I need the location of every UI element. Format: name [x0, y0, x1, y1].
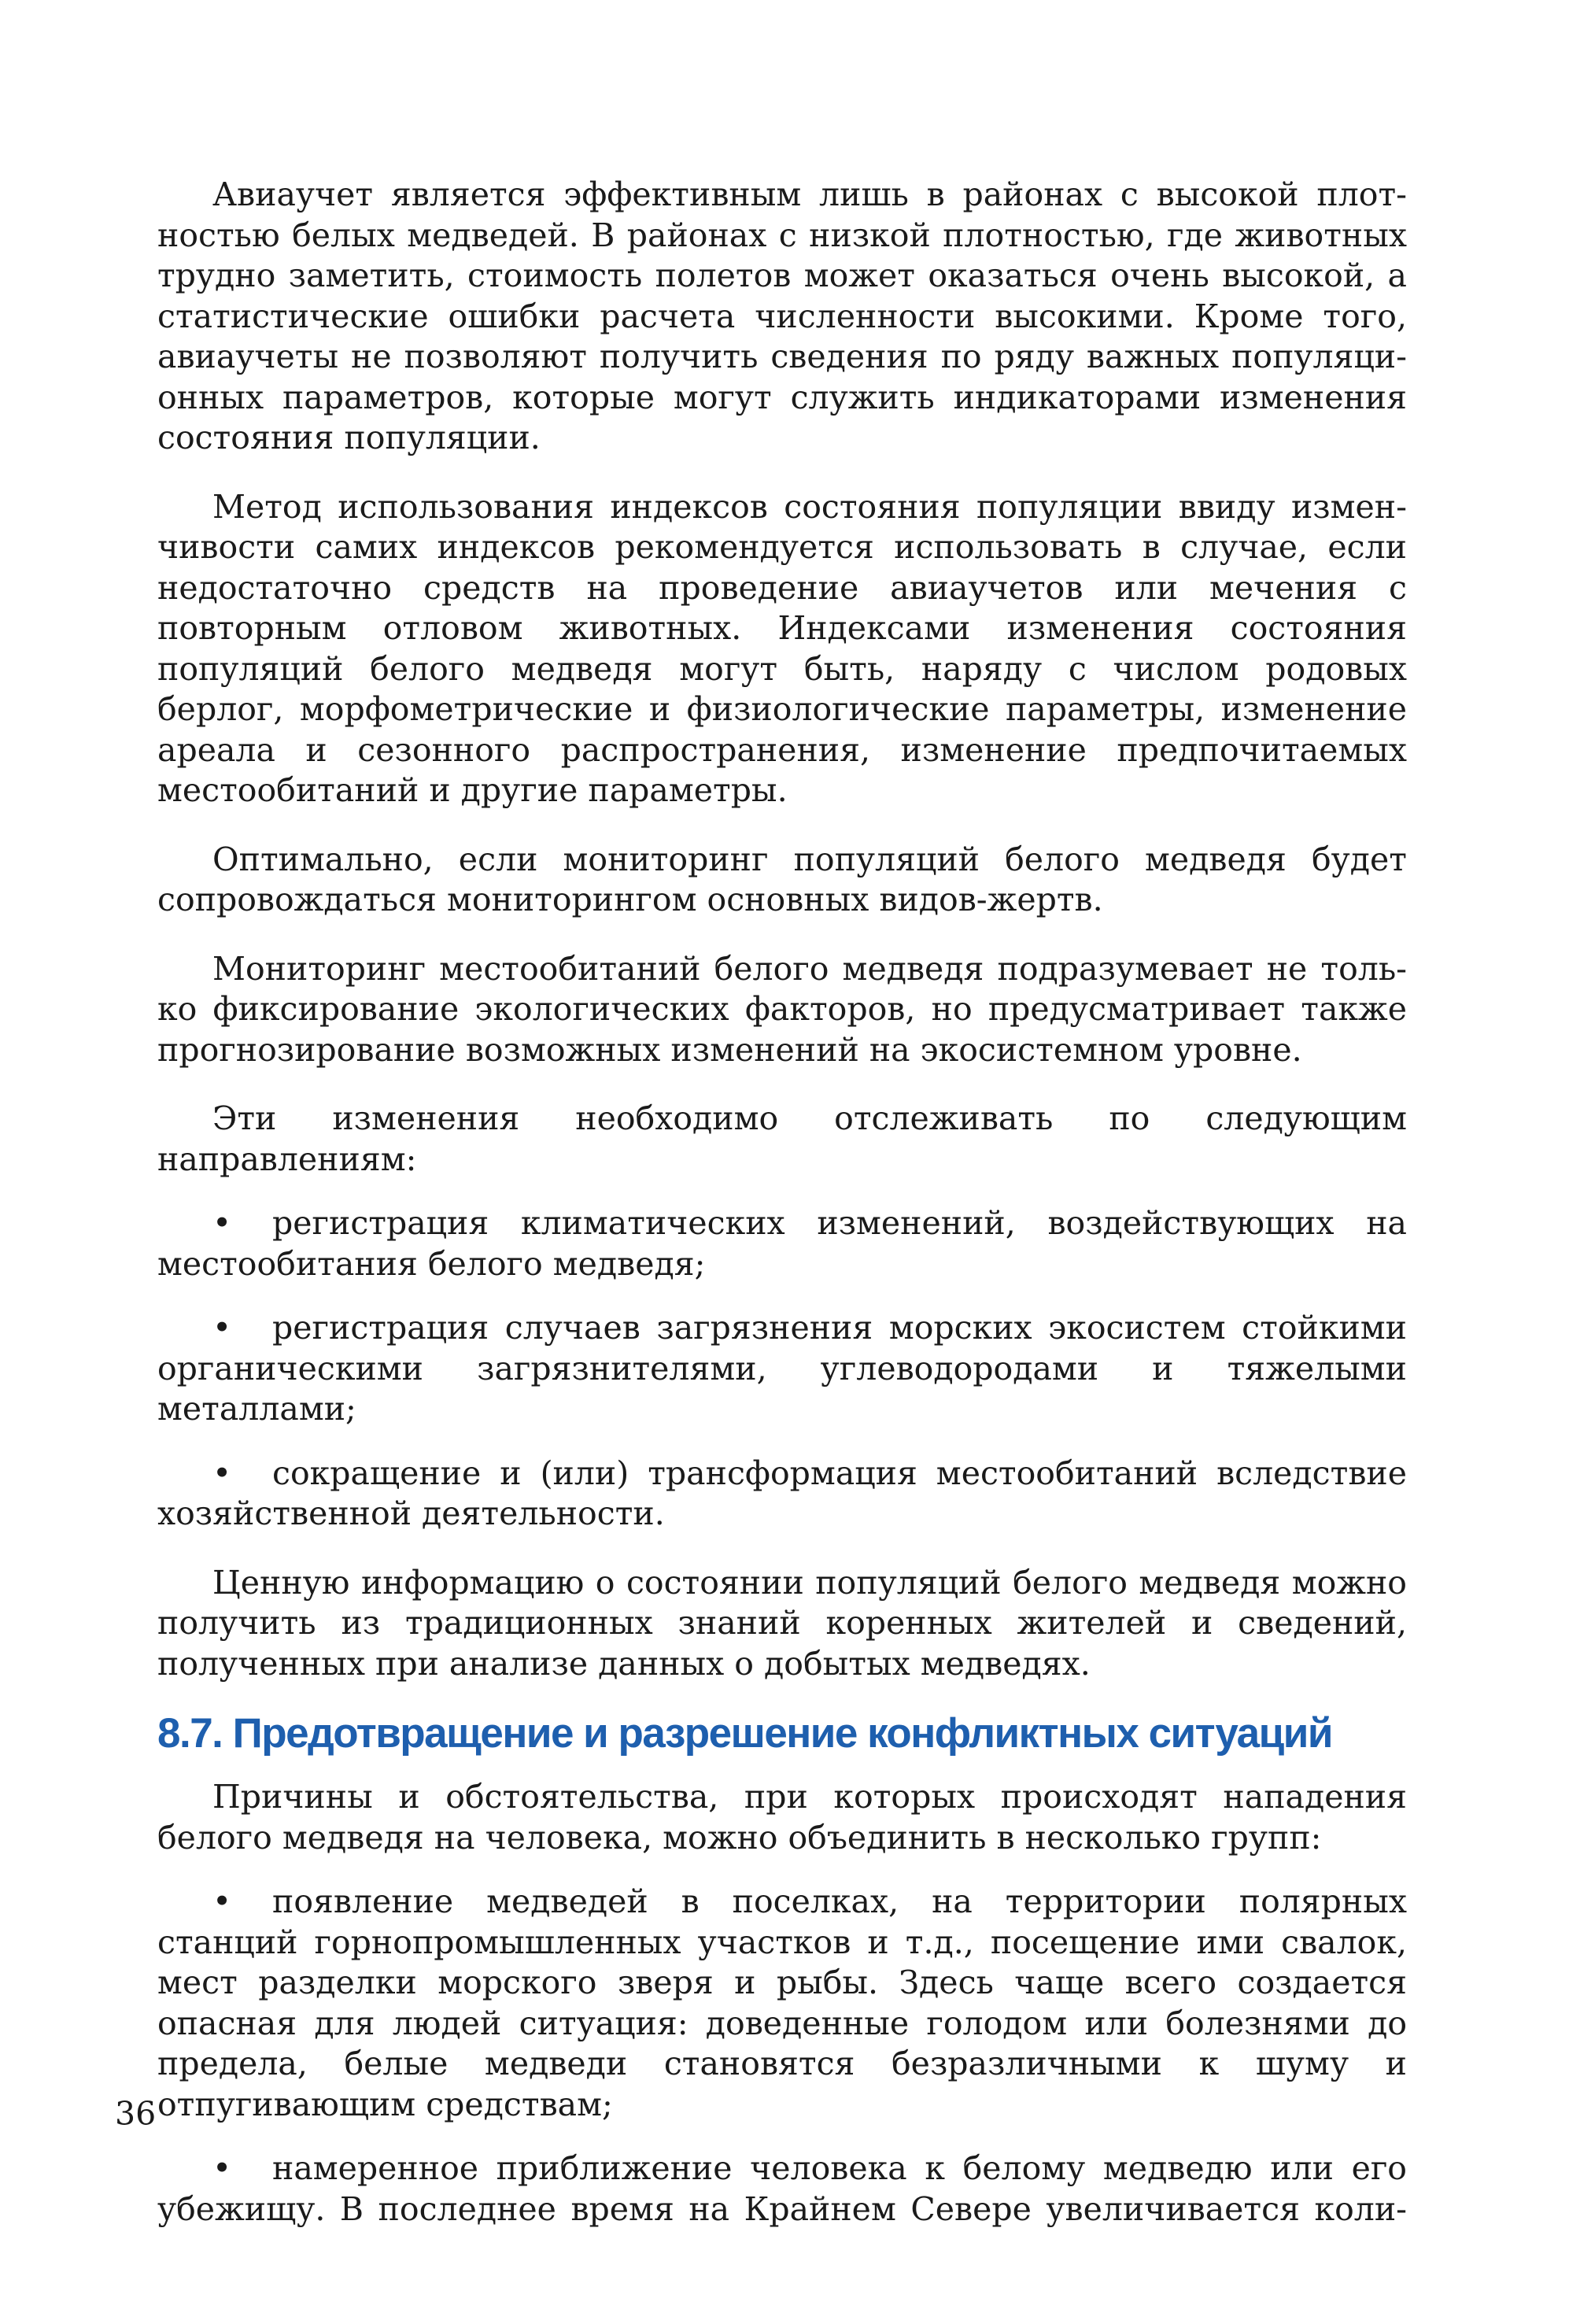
section-heading: 8.7. Предотвращение и разрешение конфликтных ситуаций	[157, 1710, 1332, 1757]
bullet-icon: •	[212, 1882, 232, 1920]
list-item	[157, 1454, 1407, 1535]
list-item-text: сокращение и (или) трансформация местообитаний вследствие хозяйственной деятельности.	[157, 1454, 1407, 1532]
list-item-text: регистрация климатических изменений, воздействующих на местообитания белого медведя;	[157, 1204, 1407, 1283]
list-item-text: намеренное приближение человека к белому медведю или его убежищу. В последнее время на Крайнем Севере увеличивается коли-	[157, 2149, 1407, 2228]
list-item-text: регистрация случаев загрязнения морских экосистем стойкими органическими загрязнителями, углеводородами и тяжелыми металлами;	[157, 1309, 1407, 1428]
paragraph-habitat-monitoring: Мониторинг местообитаний белого медведя подразумевает не только фиксирование экологических факторов, но предусматривает также прогнозирование возможных изменений на экосистемном уровне.	[157, 949, 1407, 1069]
bullet-icon: •	[212, 1204, 232, 1242]
page-body	[157, 175, 1407, 2230]
list-item-text: появление медведей в поселках, на территории полярных станций горнопромышленных участков и т.д., посещение ими свалок, мест разделки морского зверя и рыбы. Здесь чаще всего создается опасная для людей ситуация: доведенные голодом или болезнями до предела, белые медведи становятся безразличными к шуму и отпугивающим средствам;	[157, 1882, 1407, 2123]
bullet-icon: •	[212, 1309, 232, 1347]
directions-list	[157, 1203, 1407, 1535]
list-item	[157, 1203, 1407, 1284]
list-item	[157, 1882, 1407, 2125]
list-item	[157, 2148, 1407, 2230]
causes-list	[157, 1882, 1407, 2230]
paragraph-aerial-survey: Авиаучет является эффективным лишь в районах с высокой плотностью белых медведей. В районах с низкой плотностью, где животных трудно заметить, стоимость полетов может оказаться очень высокой, а статистические ошибки расчета численности высокими. Кроме того, авиаучеты не позволяют получить сведения по ряду важных популяционных параметров, которые могут служить индикаторами изменения состояния популяции.	[157, 176, 1407, 456]
paragraph-attack-causes: Причины и обстоятельства, при которых происходят нападения белого медведя на человека, можно объединить в несколько групп:	[157, 1778, 1407, 1857]
paragraph-directions-intro: Эти изменения необходимо отслеживать по следующим направлениям:	[157, 1099, 1407, 1178]
paragraph-traditional-knowledge: Ценную информацию о состоянии популяций белого медведя можно получить из традиционных знаний коренных жителей и сведений, полученных при анализе данных о добытых медведях.	[157, 1563, 1407, 1683]
paragraph-prey-monitoring: Оптимально, если мониторинг популяций белого медведя будет сопровождаться мониторингом основных видов-жертв.	[157, 840, 1407, 918]
page-number: 36	[115, 2095, 157, 2133]
paragraph-index-method: Метод использования индексов состояния популяции ввиду изменчивости самих индексов рекомендуется использовать в случае, если недостаточно средств на проведение авиаучетов или мечения с повторным отловом животных. Индексами изменения состояния популяций белого медведя могут быть, наряду с числом родовых берлог, морфометрические и физиологические параметры, изменение ареала и сезонного распространения, изменение предпочитаемых местообитаний и другие параметры.	[157, 487, 1407, 809]
bullet-icon: •	[212, 2149, 232, 2187]
list-item	[157, 1308, 1407, 1430]
bullet-icon: •	[212, 1454, 232, 1492]
